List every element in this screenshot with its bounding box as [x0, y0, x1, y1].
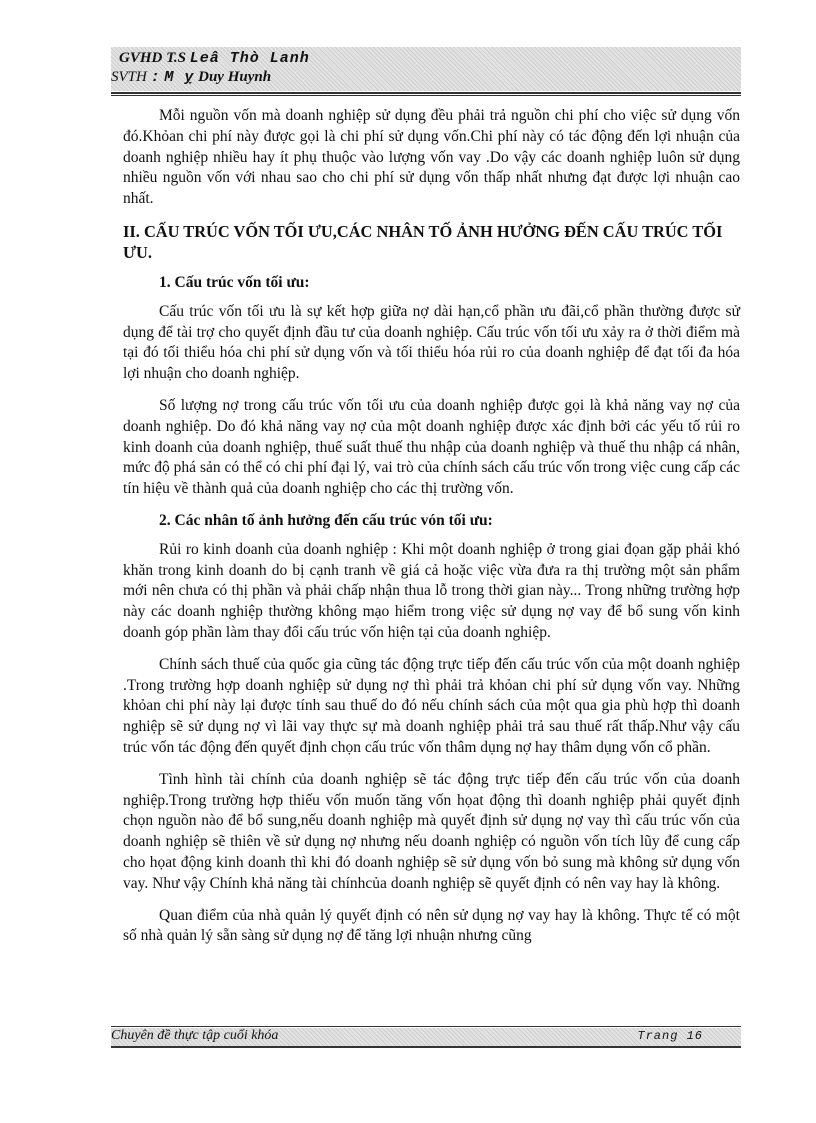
- page-body: [123, 106, 740, 958]
- footer-divider: [111, 1026, 741, 1027]
- header-divider-thin: [111, 95, 741, 96]
- student-label: SVTH: [111, 69, 147, 85]
- paragraph-intro: Mỗi nguồn vốn mà doanh nghiệp sử dụng đều phải trả nguồn chi phí cho việc sử dụng vốn đó.Khỏan chi phí này được gọi là chi phí sử dụng vốn.Chi phí này có tác động đến lợi nhuận của doanh nghiệp nhiều hay ít phụ thuộc vào lượng vốn vay .Do vậy các doanh nghiệp luôn sử dụng nhiều nguồn vốn với nhau sao cho chi phí sử dụng vốn thấp nhất nhưng đạt được lợi nhuận cao nhất.: [123, 107, 740, 208]
- supervisor-name: Leâ Thò Lanh: [189, 50, 310, 67]
- footer-title: Chuyên đề thực tập cuối khóa: [111, 1028, 279, 1043]
- header-divider: [111, 92, 741, 94]
- paragraph-definition: Cấu trúc vốn tối ưu là sự kết hợp giữa nợ dài hạn,cổ phần ưu đãi,cổ phần thường được sử dụng để tài trợ cho quyết định đầu tư của doanh nghiệp. Cấu trúc vốn tối ưu xảy ra ở thời điểm mà tại đó tối thiểu hóa chi phí sử dụng vốn và tối thiểu hóa rủi ro của doanh nghiệp để đạt tối đa hóa lợi nhuận cho doanh nghiệp.: [123, 302, 740, 383]
- student-name-part2: Duy Huynh: [198, 69, 272, 85]
- supervisor-label: GVHD T.S: [119, 50, 186, 66]
- student-line: [111, 69, 271, 86]
- student-separator: :: [150, 69, 161, 86]
- paragraph-business-risk: Rủi ro kinh doanh của doanh nghiệp : Khi một doanh nghiệp ở trong giai đọan gặp phải khó khăn trong kinh doanh do bị cạnh tranh về giá cả hoặc việc vừa đưa ra thị trường một sản phẩm mới nên chưa có thị phần và phải chấp nhận thua lỗ trong thời gian này... Trong những trường hợp này các doanh nghiệp thường không mạo hiểm trong việc sử dụng nợ vay để bổ sung vốn kinh doanh góp phần làm thay đổi cấu trúc vốn hiện tại của doanh nghiệp.: [123, 540, 740, 641]
- footer-divider-bottom: [111, 1046, 741, 1048]
- paragraph-debt-capacity: Số lượng nợ trong cấu trúc vốn tối ưu của doanh nghiệp được gọi là khả năng vay nợ của doanh nghiệp. Do đó khả năng vay nợ của một doanh nghiệp được xác định bởi các yếu tố rủi ro kinh doanh của doanh nghiệp, thuế suất thuế thu nhập của doanh nghiệp và thuế thu nhập cá nhân, mức độ phá sản có thể có chi phí đại lý, vai trò của chính sách cấu trúc vốn trong việc cung cấp các tín hiệu về thành quả của doanh nghiệp cho các thị trường vốn.: [123, 396, 740, 498]
- page-header: [111, 47, 741, 91]
- section-heading: II. CẤU TRÚC VỐN TỐI ƯU,CÁC NHÂN TỐ ẢNH HƯỞNG ĐẾN CẤU TRÚC TỐI ƯU.: [123, 221, 723, 262]
- paragraph-tax-policy: Chính sách thuế của quốc gia cũng tác động trực tiếp đến cấu trúc vốn của một doanh nghiệp .Trong trường hợp doanh nghiệp sử dụng nợ thì phải trả khỏan chi phí sử dụng vốn vay. Những khỏan chi phí này lại được tính sau thuế do đó nếu chính sách của một qua gia phù hợp thì doanh nghiệp sẽ sử dụng nợ vì lãi vay thực sự mà doanh nghiệp phải trả sau thuế rất thấp.Như vậy cấu trúc vốn tác động đến quyết định chọn cấu trúc vốn thâm dụng nợ hay thâm dụng vốn cổ phần.: [123, 655, 740, 756]
- page-footer: [111, 1028, 741, 1046]
- subsection-heading-2: 2. Các nhân tố ảnh hưởng đến cấu trúc vón tối ưu:: [159, 511, 493, 529]
- student-name-part1: M ỵ: [164, 69, 195, 86]
- paragraph-financial-situation: Tình hình tài chính của doanh nghiệp sẽ tác động trực tiếp đến cấu trúc vốn của doanh nghiệp.Trong trường hợp thiếu vốn muốn tăng vốn họat động thì doanh nghiệp phải quyết định chọn nguồn nào để bổ sung,nếu doanh nghiệp mà quyết định sử dụng nợ vay thì cấu trúc vốn của doanh nghiệp sẽ thiên về sử dụng nợ nhưng nếu doanh nghiệp có nguồn vốn tích lũy để cung cấp cho họat động kinh doanh thì khi đó doanh nghiệp sẽ sử dụng vốn bỏ sung mà không sử dụng vốn vay. Như vậy Chính khả năng tài chínhcủa doanh nghiệp sẽ quyết định có nên vay hay là không.: [123, 770, 740, 892]
- paragraph-manager-view: Quan điểm của nhà quản lý quyết định có nên sử dụng nợ vay hay là không. Thực tế có một số nhà quản lý sẵn sàng sử dụng nợ để tăng lợi nhuận nhưng cũng: [123, 906, 740, 945]
- page-number: Trang 16: [637, 1029, 703, 1043]
- supervisor-line: [119, 50, 310, 67]
- subsection-heading-1: 1. Cấu trúc vốn tối ưu:: [159, 273, 310, 291]
